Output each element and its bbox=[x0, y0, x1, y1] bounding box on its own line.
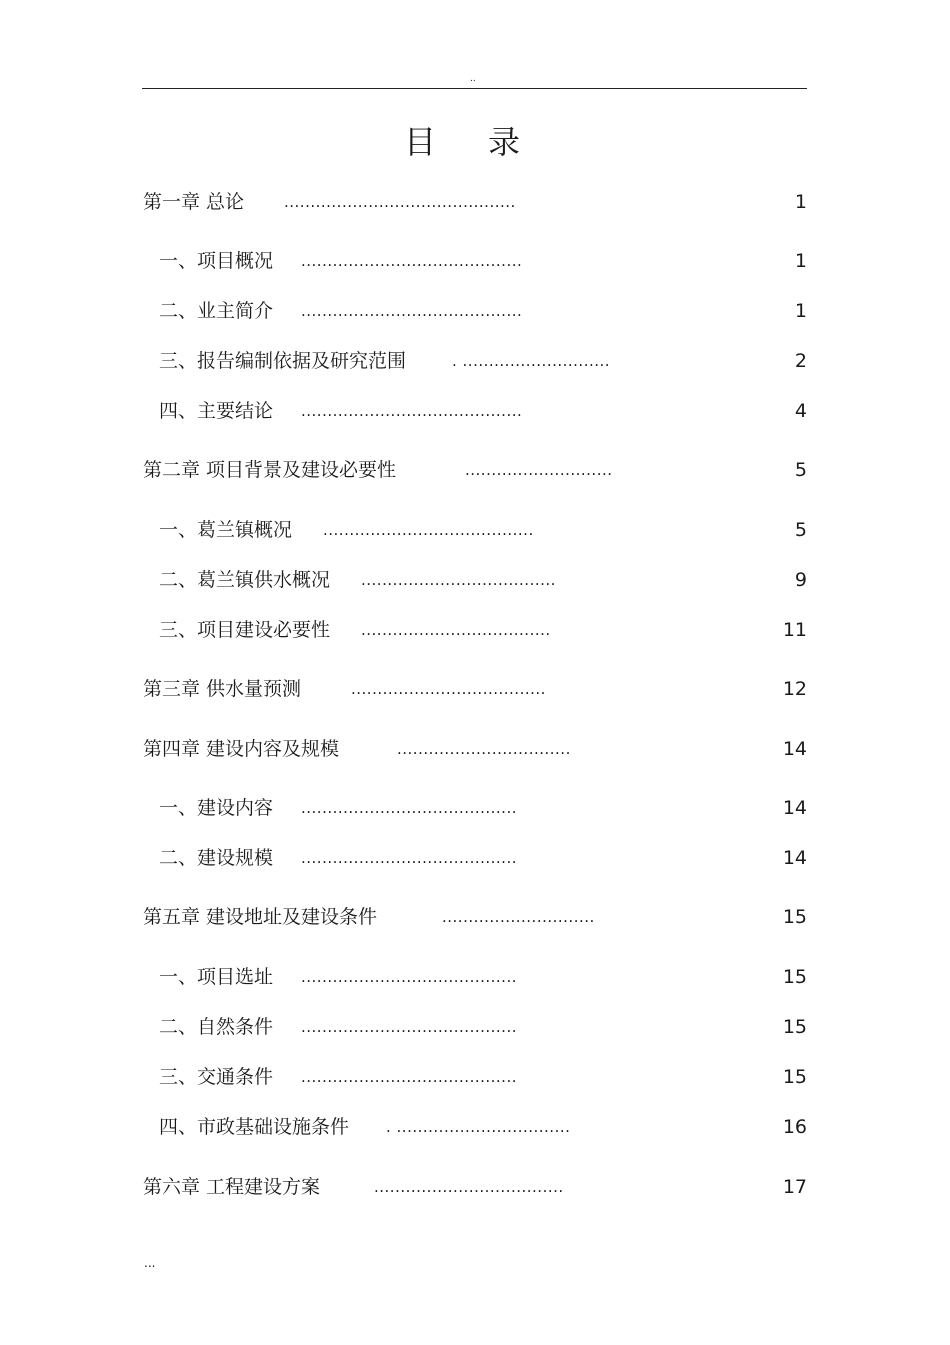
toc-leader: ........................................ bbox=[323, 521, 534, 539]
toc-leader: ......................................... bbox=[301, 1068, 517, 1086]
toc-leader: .......................................... bbox=[301, 402, 523, 420]
toc-page-number: 2 bbox=[794, 350, 807, 372]
toc-leader: . ............................ bbox=[452, 352, 611, 370]
toc-entry-section[interactable] bbox=[143, 296, 807, 326]
toc-leader: . ................................. bbox=[386, 1118, 571, 1136]
toc-entry-title: 第三章 供水量预测 bbox=[143, 678, 302, 700]
toc-entry-title: 第二章 项目背景及建设必要性 bbox=[143, 459, 397, 481]
toc-entry-section[interactable] bbox=[143, 346, 807, 376]
toc-page-number: 14 bbox=[782, 847, 807, 869]
toc-entry-title: 第五章 建设地址及建设条件 bbox=[143, 906, 378, 928]
toc-page-number: 1 bbox=[794, 250, 807, 272]
toc-page-number: 5 bbox=[794, 459, 807, 481]
header-rule bbox=[142, 88, 807, 89]
toc-entry-section[interactable] bbox=[143, 962, 807, 992]
toc-page-number: 14 bbox=[782, 738, 807, 760]
toc-page-number: 15 bbox=[782, 906, 807, 928]
toc-entry-section[interactable] bbox=[143, 1012, 807, 1042]
toc-entry-title: 四、主要结论 bbox=[159, 400, 274, 422]
toc-entry-chapter-5[interactable] bbox=[143, 902, 807, 932]
toc-entry-chapter-6[interactable] bbox=[143, 1172, 807, 1202]
toc-entry-title: 二、业主简介 bbox=[159, 300, 274, 322]
toc-entry-section[interactable] bbox=[143, 246, 807, 276]
toc-leader: .......................................... bbox=[301, 252, 523, 270]
toc-entry-section[interactable] bbox=[143, 793, 807, 823]
toc-page-number: 12 bbox=[782, 678, 807, 700]
toc-entry-title: 一、建设内容 bbox=[159, 797, 274, 819]
footer-mark: ... bbox=[144, 1256, 156, 1270]
toc-entry-title: 三、报告编制依据及研究范围 bbox=[159, 350, 407, 372]
toc-leader: ......................................... bbox=[301, 799, 517, 817]
toc-page-number: 11 bbox=[782, 619, 807, 641]
toc-entry-section[interactable] bbox=[143, 515, 807, 545]
toc-entry-section[interactable] bbox=[143, 1112, 807, 1142]
toc-entry-title: 二、自然条件 bbox=[159, 1016, 274, 1038]
toc-leader: ............................................ bbox=[284, 193, 516, 211]
toc-entry-title: 三、交通条件 bbox=[159, 1066, 274, 1088]
toc-page-number: 16 bbox=[782, 1116, 807, 1138]
toc-entry-chapter-3[interactable] bbox=[143, 674, 807, 704]
toc-entry-title: 一、项目概况 bbox=[159, 250, 274, 272]
toc-leader: ......................................... bbox=[301, 849, 517, 867]
toc-page-number: 9 bbox=[794, 569, 807, 591]
header-mark: .. bbox=[470, 74, 476, 84]
toc-entry-chapter-4[interactable] bbox=[143, 734, 807, 764]
toc-entry-title: 四、市政基础设施条件 bbox=[159, 1116, 350, 1138]
toc-page-number: 15 bbox=[782, 1066, 807, 1088]
toc-page-number: 1 bbox=[794, 300, 807, 322]
toc-page-number: 5 bbox=[794, 519, 807, 541]
toc-leader: .......................................... bbox=[301, 302, 523, 320]
toc-page-number: 15 bbox=[782, 1016, 807, 1038]
toc-entry-section[interactable] bbox=[143, 565, 807, 595]
toc-leader: ................................. bbox=[397, 740, 571, 758]
toc-entry-chapter-2[interactable] bbox=[143, 455, 807, 485]
toc-page-number: 14 bbox=[782, 797, 807, 819]
toc-leader: ......................................... bbox=[301, 968, 517, 986]
toc-entry-title: 二、葛兰镇供水概况 bbox=[159, 569, 331, 591]
toc-entry-title: 第一章 总论 bbox=[143, 191, 245, 213]
toc-entry-title: 一、葛兰镇概况 bbox=[159, 519, 293, 541]
toc-entry-chapter-1[interactable] bbox=[143, 187, 807, 217]
toc-leader: ............................. bbox=[442, 908, 595, 926]
toc-leader: .................................... bbox=[374, 1178, 564, 1196]
toc-page-number: 4 bbox=[794, 400, 807, 422]
toc-leader: ..................................... bbox=[351, 680, 546, 698]
toc-entry-section[interactable] bbox=[143, 843, 807, 873]
toc-leader: .................................... bbox=[361, 621, 551, 639]
toc-entry-title: 二、建设规模 bbox=[159, 847, 274, 869]
toc-entry-section[interactable] bbox=[143, 396, 807, 426]
toc-entry-title: 一、项目选址 bbox=[159, 966, 274, 988]
toc-entry-section[interactable] bbox=[143, 615, 807, 645]
toc-page-number: 15 bbox=[782, 966, 807, 988]
toc-leader: ......................................... bbox=[301, 1018, 517, 1036]
toc-entry-title: 第四章 建设内容及规模 bbox=[143, 738, 340, 760]
toc-page-number: 1 bbox=[794, 191, 807, 213]
toc-leader: ............................ bbox=[465, 461, 613, 479]
toc-entry-title: 三、项目建设必要性 bbox=[159, 619, 331, 641]
toc-entry-title: 第六章 工程建设方案 bbox=[143, 1176, 321, 1198]
page-title: 目录 bbox=[403, 123, 572, 161]
toc-entry-section[interactable] bbox=[143, 1062, 807, 1092]
toc-leader: ..................................... bbox=[361, 571, 556, 589]
toc-page-number: 17 bbox=[782, 1176, 807, 1198]
